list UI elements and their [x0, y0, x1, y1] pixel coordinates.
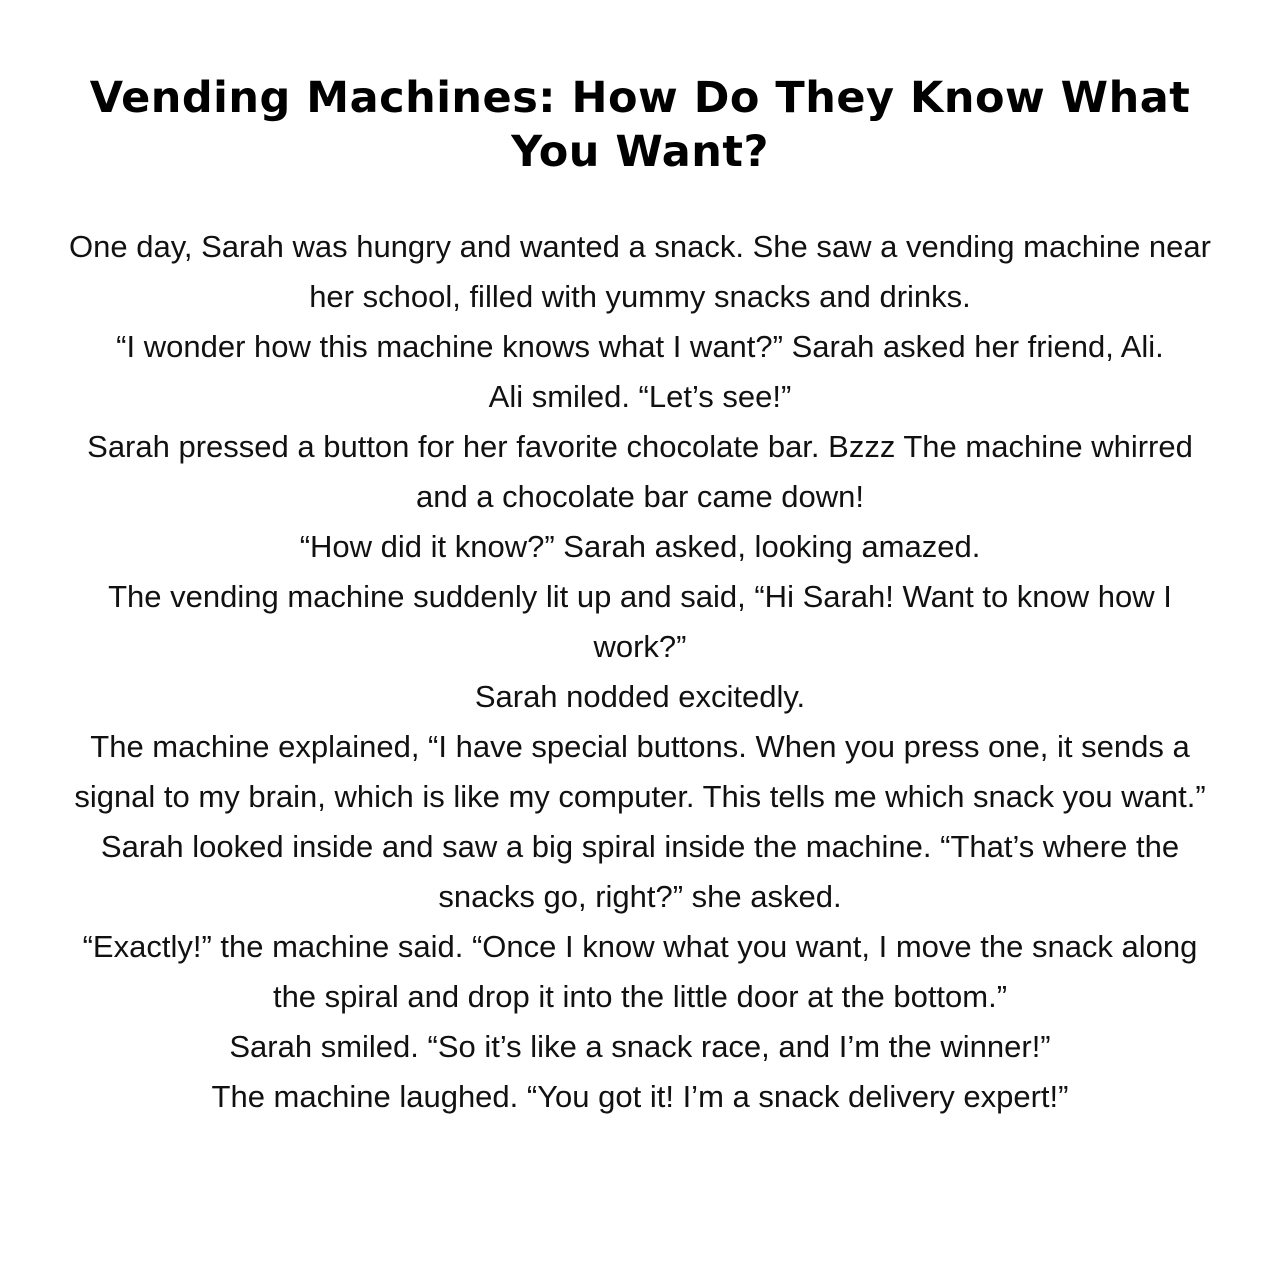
story-paragraph: Sarah looked inside and saw a big spiral inside the machine. “That’s where the snacks go, right?” she asked.: [100, 828, 1180, 914]
story-paragraph: Sarah pressed a button for her favorite chocolate bar. Bzzz The machine whirred and a chocolate bar came down!: [87, 428, 1193, 514]
story-paragraph: Sarah smiled. “So it’s like a snack race, and I’m the winner!”: [229, 1028, 1051, 1064]
story-body: [64, 222, 1216, 1122]
story-paragraph: The vending machine suddenly lit up and said, “Hi Sarah! Want to know how I work?”: [108, 578, 1172, 664]
story-paragraph: The machine laughed. “You got it! I’m a snack delivery expert!”: [211, 1078, 1069, 1114]
story-paragraph: Sarah nodded excitedly.: [474, 678, 806, 714]
story-paragraph: “Exactly!” the machine said. “Once I know what you want, I move the snack along the spiral and drop it into the little door at the bottom.”: [82, 928, 1198, 1014]
story-paragraph: Ali smiled. “Let’s see!”: [488, 378, 792, 414]
story-paragraph: The machine explained, “I have special buttons. When you press one, it sends a signal to my brain, which is like my computer. This tells me which snack you want.”: [74, 728, 1206, 814]
page-title: Vending Machines: How Do They Know What You Want?: [89, 73, 1191, 177]
story-paragraph: One day, Sarah was hungry and wanted a snack. She saw a vending machine near her school, filled with yummy snacks and drinks.: [69, 228, 1211, 314]
story-paragraph: “How did it know?” Sarah asked, looking amazed.: [299, 528, 981, 564]
story-paragraph: “I wonder how this machine knows what I want?” Sarah asked her friend, Ali.: [116, 328, 1164, 364]
